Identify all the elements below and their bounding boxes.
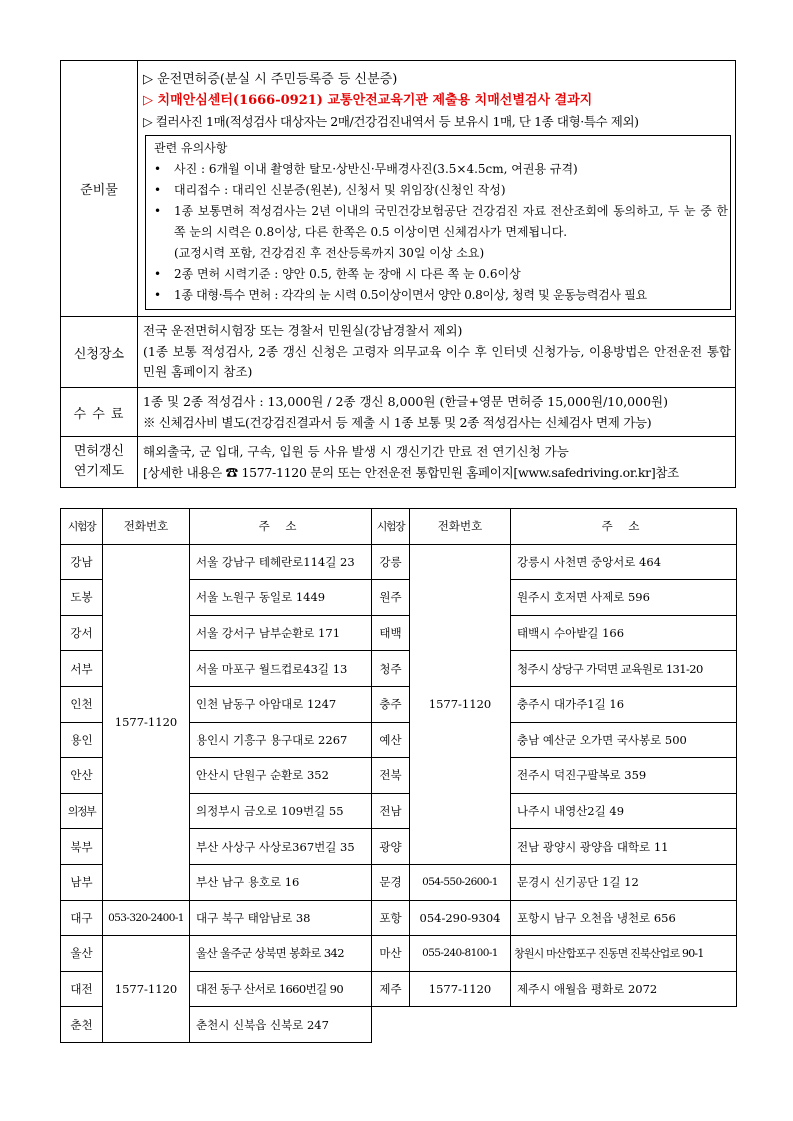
place-cell: 서부 xyxy=(61,651,103,687)
fee-line1: 1종 및 2종 적성검사 : 13,000원 / 2종 갱신 8,000원 (한글+영문 면허증 15,000원/10,000원) xyxy=(143,394,668,409)
phone-cell: 054-550-2600-1 xyxy=(410,864,511,900)
phone-cell: 1577-1120 xyxy=(103,544,190,900)
phone-cell: 1577-1120 xyxy=(103,936,190,1043)
address-cell: 서울 강남구 테헤란로114길 23 xyxy=(190,544,372,580)
place-cell: 제주 xyxy=(372,971,410,1007)
address-cell: 용인시 기흥구 용구대로 2267 xyxy=(190,722,372,758)
header-phone: 전화번호 xyxy=(410,509,511,545)
phone-cell: 1577-1120 xyxy=(410,971,511,1007)
place-content xyxy=(138,317,736,388)
place-cell: 광양 xyxy=(372,829,410,865)
table-header-row xyxy=(61,509,737,545)
address-cell: 서울 강서구 남부순환로 171 xyxy=(190,615,372,651)
phone-cell: 053-320-2400-1 xyxy=(103,900,190,936)
address-cell: 춘천시 신북읍 신북로 247 xyxy=(190,1007,372,1043)
bullet: • xyxy=(154,182,162,197)
notice-item xyxy=(152,180,728,201)
notice-item xyxy=(152,264,728,285)
notice-text: 대리접수 : 대리인 신분증(원본), 신청서 및 위임장(신청인 작성) xyxy=(174,182,506,197)
prep-row xyxy=(61,61,736,317)
address-cell: 부산 남구 용호로 16 xyxy=(190,864,372,900)
address-cell: 강릉시 사천면 중앙서로 464 xyxy=(511,544,737,580)
place-cell: 전남 xyxy=(372,793,410,829)
place-cell: 용인 xyxy=(61,722,103,758)
place-cell: 포항 xyxy=(372,900,410,936)
extend-row xyxy=(61,437,736,488)
address-cell: 전주시 덕진구팔복로 359 xyxy=(511,758,737,794)
place-cell: 강서 xyxy=(61,615,103,651)
extend-line1: 해외출국, 군 입대, 구속, 입원 등 사유 발생 시 갱신기간 만료 전 연기신청 가능 xyxy=(143,444,569,459)
place-cell: 인천 xyxy=(61,686,103,722)
license-info-table xyxy=(60,60,736,488)
address-cell: 안산시 단원구 순환로 352 xyxy=(190,758,372,794)
address-cell: 충주시 대가주1길 16 xyxy=(511,686,737,722)
bullet: • xyxy=(154,203,162,218)
notice-text: 사진 : 6개월 이내 촬영한 탈모·상반신·무배경사진(3.5×4.5cm, 여권용 규격) xyxy=(174,161,578,176)
test-center-table xyxy=(60,508,737,1043)
prep-label: 준비물 xyxy=(61,61,138,317)
place-cell: 문경 xyxy=(372,864,410,900)
prep-item: ▷ 운전면허증(분실 시 주민등록증 등 신분증) xyxy=(143,71,398,87)
address-cell: 전남 광양시 광양읍 대학로 11 xyxy=(511,829,737,865)
fee-row xyxy=(61,388,736,437)
extend-label-2: 연기제도 xyxy=(73,464,125,479)
phone-cell: 054-290-9304 xyxy=(410,900,511,936)
place-line1: 전국 운전면허시험장 또는 경찰서 민원실(강남경찰서 제외) xyxy=(143,323,463,339)
address-cell: 포항시 남구 오천읍 냉천로 656 xyxy=(511,900,737,936)
notice-item xyxy=(152,285,728,306)
bullet: • xyxy=(154,266,162,281)
address-cell: 문경시 신기공단 1길 12 xyxy=(511,864,737,900)
notice-item xyxy=(152,201,728,264)
place-cell: 대전 xyxy=(61,971,103,1007)
fee-line2: ※ 신체검사비 별도(건강검진결과서 등 제출 시 1종 보통 및 2종 적성검사는 신체검사 면제 가능) xyxy=(143,415,652,430)
prep-item: ▷ 컬러사진 1매(적성검사 대상자는 2매/건강검진내역서 등 보유시 1매, 단 1종 대형·특수 제외) xyxy=(143,113,639,129)
table-row xyxy=(61,544,737,580)
table-row xyxy=(61,936,737,972)
phone-cell: 055-240-8100-1 xyxy=(410,936,511,972)
place-cell: 의정부 xyxy=(61,793,103,829)
place-cell: 대구 xyxy=(61,900,103,936)
address-cell: 대전 동구 산서로 1660번길 90 xyxy=(190,971,372,1007)
address-cell: 서울 노원구 동일로 1449 xyxy=(190,580,372,616)
place-cell: 강릉 xyxy=(372,544,410,580)
place-cell: 북부 xyxy=(61,829,103,865)
address-cell: 나주시 내영산2길 49 xyxy=(511,793,737,829)
notice-text: 2종 면허 시력기준 : 양안 0.5, 한쪽 눈 장애 시 다른 쪽 눈 0.6이상 xyxy=(174,266,521,281)
address-cell: 의정부시 금오로 109번길 55 xyxy=(190,793,372,829)
extend-label xyxy=(61,437,138,488)
address-cell: 대구 북구 태암남로 38 xyxy=(190,900,372,936)
place-cell: 안산 xyxy=(61,758,103,794)
notice-text-extra: (교정시력 포함, 건강검진 후 전산등록까지 30일 이상 소요) xyxy=(174,245,485,260)
address-cell: 서울 마포구 월드컵로43길 13 xyxy=(190,651,372,687)
header-place: 시험장 xyxy=(372,509,410,545)
place-cell: 청주 xyxy=(372,651,410,687)
place-cell: 울산 xyxy=(61,936,103,972)
header-phone: 전화번호 xyxy=(103,509,190,545)
prep-item-dementia-test: ▷ 치매안심센터(1666-0921) 교통안전교육기관 제출용 치매선별검사 결과지 xyxy=(143,92,593,108)
notice-text-group xyxy=(174,201,728,264)
header-address: 주 소 xyxy=(190,509,372,545)
place-cell: 원주 xyxy=(372,580,410,616)
notice-box xyxy=(145,135,731,310)
address-cell: 창원시 마산합포구 진동면 진북산업로 90-1 xyxy=(511,936,737,972)
notice-title: 관련 유의사항 xyxy=(154,140,228,155)
notice-item xyxy=(152,159,728,180)
extend-line2: [상세한 내용은 ☎ 1577-1120 문의 또는 안전운전 통합민원 홈페이지[www.safedriving.or.kr]참조 xyxy=(143,465,679,480)
address-cell: 원주시 호저면 사제로 596 xyxy=(511,580,737,616)
fee-label: 수 수 료 xyxy=(61,388,138,437)
address-cell: 태백시 수아밭길 166 xyxy=(511,615,737,651)
header-address: 주 소 xyxy=(511,509,737,545)
place-cell: 남부 xyxy=(61,864,103,900)
place-cell: 마산 xyxy=(372,936,410,972)
place-cell: 도봉 xyxy=(61,580,103,616)
table-row xyxy=(61,900,737,936)
address-cell: 울산 울주군 상북면 봉화로 342 xyxy=(190,936,372,972)
place-cell: 예산 xyxy=(372,722,410,758)
fee-content xyxy=(138,388,736,437)
place-label: 신청장소 xyxy=(61,317,138,388)
place-cell: 춘천 xyxy=(61,1007,103,1043)
address-cell: 충남 예산군 오가면 국사봉로 500 xyxy=(511,722,737,758)
extend-content xyxy=(138,437,736,488)
bullet: • xyxy=(154,287,162,302)
place-cell: 전북 xyxy=(372,758,410,794)
place-cell: 충주 xyxy=(372,686,410,722)
bullet: • xyxy=(154,161,162,176)
address-cell: 부산 사상구 사상로367번길 35 xyxy=(190,829,372,865)
notice-text: 1종 보통면허 적성검사는 2년 이내의 국민건강보험공단 건강검진 자료 전산조회에 동의하고, 두 눈 중 한쪽 눈의 시력은 0.8이상, 다른 한쪽은 0.5 이상이면 신체검사가 면제됩니다. xyxy=(174,203,728,239)
place-cell: 태백 xyxy=(372,615,410,651)
address-cell: 인천 남동구 아암대로 1247 xyxy=(190,686,372,722)
place-line2: (1종 보통 적성검사, 2종 갱신 신청은 고령자 의무교육 이수 후 인터넷 신청가능, 이용방법은 안전운전 통합민원 홈페이지 참조) xyxy=(143,343,731,380)
place-cell: 강남 xyxy=(61,544,103,580)
address-cell: 청주시 상당구 가덕면 교육원로 131-20 xyxy=(511,651,737,687)
prep-content xyxy=(138,61,736,317)
place-row xyxy=(61,317,736,388)
phone-cell: 1577-1120 xyxy=(410,544,511,864)
address-cell: 제주시 애월읍 평화로 2072 xyxy=(511,971,737,1007)
notice-text: 1종 대형·특수 면허 : 각각의 눈 시력 0.5이상이면서 양안 0.8이상, 청력 및 운동능력검사 필요 xyxy=(174,287,647,302)
header-place: 시험장 xyxy=(61,509,103,545)
extend-label-1: 면허갱신 xyxy=(73,444,125,459)
